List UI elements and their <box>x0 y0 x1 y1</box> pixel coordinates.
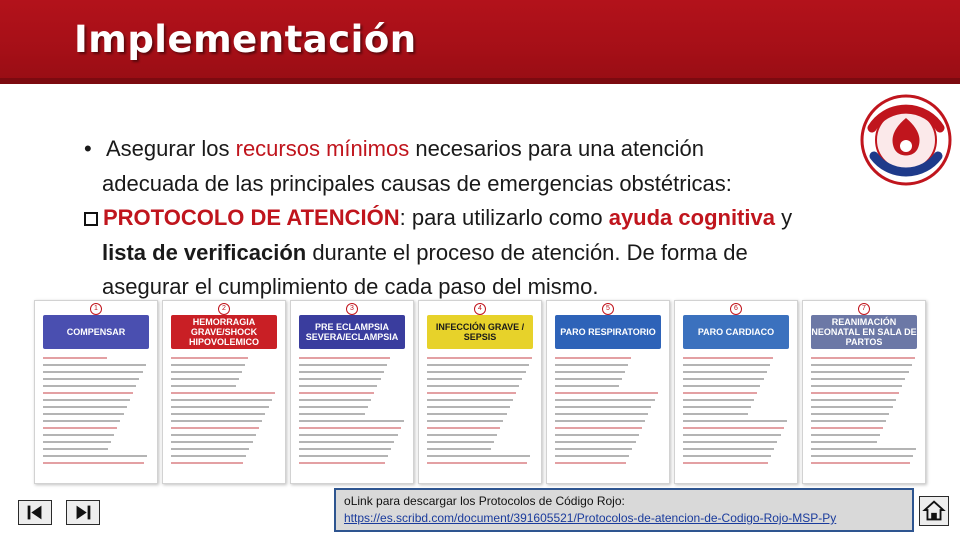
protocol-card-number: 6 <box>730 303 742 315</box>
protocol-card <box>162 300 286 484</box>
first-slide-button[interactable] <box>18 500 52 525</box>
protocol-card-title: PARO CARDIACO <box>683 315 789 349</box>
slide-title: Implementación <box>74 18 417 61</box>
protocol-card-number: 4 <box>474 303 486 315</box>
link-label: oLink para descargar los Protocolos de Código Rojo: <box>344 494 625 508</box>
skip-to-first-icon <box>19 501 51 524</box>
bullet-2-line-2: lista de verificación durante el proceso de atención. De forma de <box>102 239 748 265</box>
download-link[interactable]: https://es.scribd.com/document/391605521/Protocolos-de-atencion-de-Codigo-Rojo-MSP-Py <box>344 511 837 525</box>
protocol-card-text-lines <box>555 357 661 475</box>
protocol-label: PROTOCOLO DE ATENCIÓN <box>103 205 400 230</box>
protocol-card-number: 2 <box>218 303 230 315</box>
protocol-card-title: PARO RESPIRATORIO <box>555 315 661 349</box>
bullet-1-line-1: • Asegurar los recursos mínimos necesarios para una atención <box>84 132 874 167</box>
protocol-card-text-lines <box>171 357 277 475</box>
protocol-card-title: HEMORRAGIA GRAVE/SHOCK HIPOVOLEMICO <box>171 315 277 349</box>
protocol-card <box>418 300 542 484</box>
title-bar-stripe <box>0 78 960 84</box>
home-button[interactable] <box>919 496 949 526</box>
protocol-card-title: PRE ECLAMPSIA SEVERA/ECLAMPSIA <box>299 315 405 349</box>
protocol-card-text-lines <box>811 357 917 475</box>
bullet-1-line-2: adecuada de las principales causas de emergencias obstétricas: <box>102 170 732 196</box>
home-icon <box>920 497 948 525</box>
protocol-card <box>34 300 158 484</box>
protocol-card-title: REANIMACIÓN NEONATAL EN SALA DE PARTOS <box>811 317 917 347</box>
protocol-card <box>674 300 798 484</box>
checkbox-square-icon <box>84 212 98 226</box>
protocol-card-number: 1 <box>90 303 102 315</box>
protocol-card <box>546 300 670 484</box>
last-slide-button[interactable] <box>66 500 100 525</box>
protocol-card-title: COMPENSAR <box>43 315 149 349</box>
protocol-cards-strip <box>34 300 926 484</box>
protocol-card-text-lines <box>683 357 789 475</box>
bullet-2-line-3: asegurar el cumplimiento de cada paso del mismo. <box>102 274 599 299</box>
protocol-card-text-lines <box>43 357 149 475</box>
protocol-card-text-lines <box>427 357 533 475</box>
protocol-card-text-lines <box>299 357 405 475</box>
protocol-card-number: 5 <box>602 303 614 315</box>
bullet-dot-icon: • <box>84 136 92 161</box>
protocol-card-number: 3 <box>346 303 358 315</box>
protocol-card <box>802 300 926 484</box>
protocol-card-number: 7 <box>858 303 870 315</box>
ayuda-cognitiva-highlight: ayuda cognitiva <box>608 205 775 230</box>
download-link-box <box>334 488 914 532</box>
skip-to-last-icon <box>67 501 99 524</box>
bullet-2-line-1: PROTOCOLO DE ATENCIÓN: para utilizarlo como ayuda cognitiva y <box>84 201 874 236</box>
protocol-card <box>290 300 414 484</box>
checklist-label: lista de verificación <box>102 239 307 265</box>
protocol-card-title: INFECCIÓN GRAVE / SEPSIS <box>427 315 533 349</box>
recursos-minimos-highlight: recursos mínimos <box>235 136 410 161</box>
slide-body <box>84 132 874 305</box>
